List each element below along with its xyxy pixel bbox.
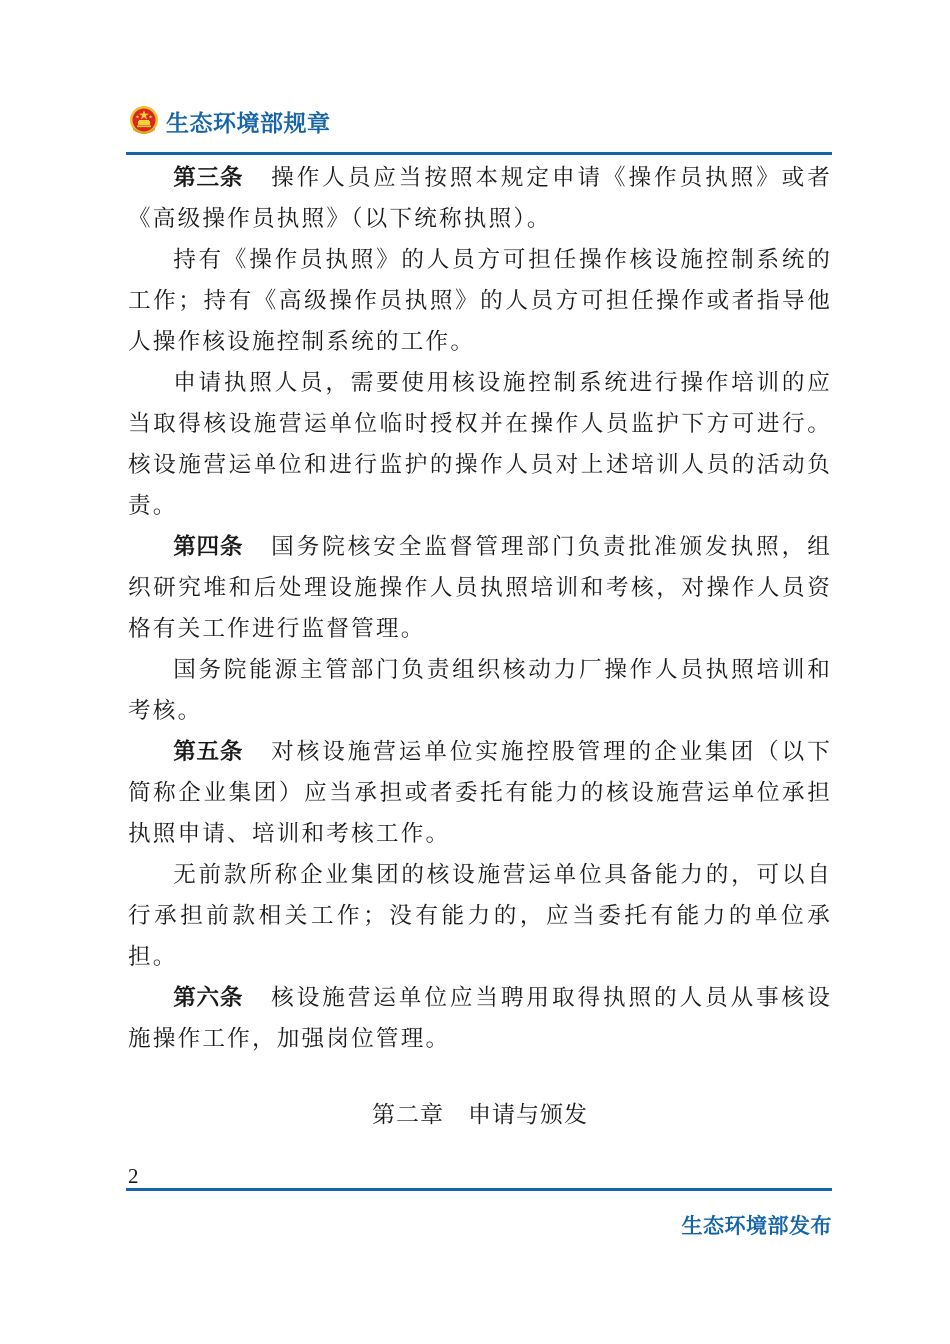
article-5-label: 第五条 <box>173 739 244 765</box>
footer-divider <box>126 1188 832 1191</box>
national-emblem-icon <box>128 105 160 137</box>
article-3-paragraph-2: 持有《操作员执照》的人员方可担任操作核设施控制系统的工作；持有《高级操作员执照》的人员方可担任操作或者指导他人操作核设施控制系统的工作。 <box>128 247 832 355</box>
article-3-text-1: 操作人员应当按照本规定申请《操作员执照》或者《高级操作员执照》（以下统称执照）。 <box>128 165 833 232</box>
article-6-paragraph-1 <box>128 978 832 1060</box>
chapter-number: 第二章 <box>372 1102 444 1128</box>
article-5-paragraph-1 <box>128 732 832 855</box>
footer-publisher: 生态环境部发布 <box>681 1214 832 1238</box>
chapter-title: 申请与颁发 <box>468 1102 588 1128</box>
article-3-label: 第三条 <box>173 165 244 191</box>
document-body <box>128 158 832 1060</box>
article-4-paragraph-2: 国务院能源主管部门负责组织核动力厂操作人员执照培训和考核。 <box>128 657 832 724</box>
header-title: 生态环境部规章 <box>166 110 331 137</box>
article-3-paragraph-1 <box>128 158 832 240</box>
article-6-label: 第六条 <box>173 985 244 1011</box>
article-4-text-1: 国务院核安全监督管理部门负责批准颁发执照，组织研究堆和后处理设施操作人员执照培训和考核，对操作人员资格有关工作进行监督管理。 <box>128 534 833 642</box>
page-header <box>128 98 331 144</box>
article-6-text-1: 核设施营运单位应当聘用取得执照的人员从事核设施操作工作，加强岗位管理。 <box>128 985 833 1052</box>
article-5-paragraph-2: 无前款所称企业集团的核设施营运单位具备能力的，可以自行承担前款相关工作；没有能力的，应当委托有能力的单位承担。 <box>128 862 832 970</box>
article-4-label: 第四条 <box>173 534 244 560</box>
header-divider <box>126 152 832 155</box>
article-4-paragraph-1 <box>128 527 832 650</box>
page-number: 2 <box>128 1164 139 1188</box>
article-3-paragraph-3: 申请执照人员，需要使用核设施控制系统进行操作培训的应当取得核设施营运单位临时授权并在操作人员监护下方可进行。核设施营运单位和进行监护的操作人员对上述培训人员的活动负责。 <box>128 370 832 519</box>
article-5-text-1: 对核设施营运单位实施控股管理的企业集团（以下简称企业集团）应当承担或者委托有能力的核设施营运单位承担执照申请、培训和考核工作。 <box>128 739 833 847</box>
chapter-heading <box>128 1095 832 1135</box>
